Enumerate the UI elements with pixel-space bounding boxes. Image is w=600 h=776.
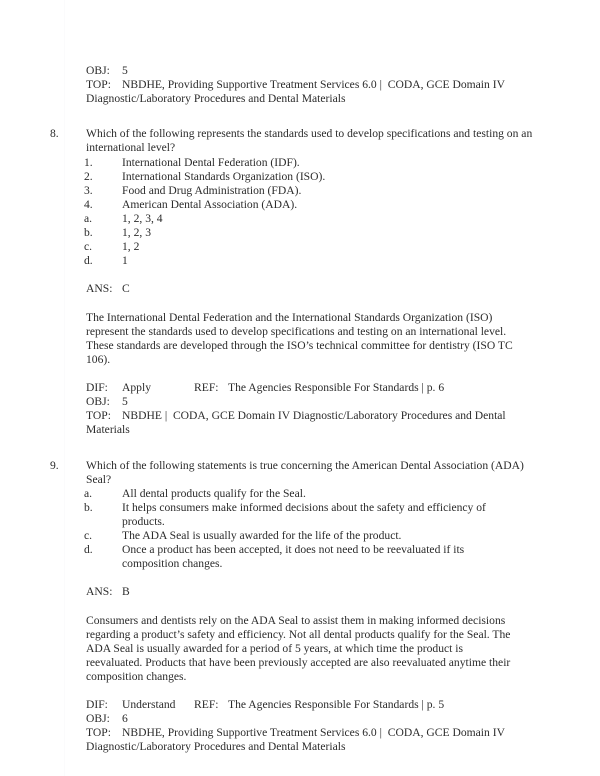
question-number: 8. bbox=[50, 127, 59, 141]
question-stem: Which of the following represents the standards used to develop specifications and testing on an international level? bbox=[86, 127, 533, 155]
meta-row-obj bbox=[86, 64, 518, 78]
spacer bbox=[68, 297, 518, 311]
option-label: International Dental Federation (IDF). bbox=[122, 155, 300, 169]
meta-label-dif: DIF: bbox=[86, 381, 108, 395]
option-list bbox=[84, 486, 518, 572]
option-item[interactable] bbox=[84, 543, 518, 571]
question-stem: Which of the following statements is true concerning the American Dental Association (ADA) Seal? bbox=[86, 458, 524, 486]
meta-value-ref: The Agencies Responsible For Standards | p. 5 bbox=[228, 698, 445, 712]
rationale-text: The International Dental Federation and the International Standards Organization (ISO) represent the standards used to develop specifications and testing on an international level. These standards are developed through the ISO’s technical committee for dentistry (ISO TC 106). bbox=[86, 310, 513, 366]
option-marker: d. bbox=[84, 254, 93, 268]
meta-value-dif: Understand bbox=[122, 698, 176, 712]
option-item[interactable] bbox=[84, 486, 518, 501]
spacer bbox=[68, 120, 518, 127]
option-label: International Standards Organization (ISO). bbox=[122, 169, 326, 183]
meta-value-top: NBDHE | CODA, GCE Domain IV Diagnostic/Laboratory Procedures and Dental Materials bbox=[86, 409, 509, 437]
option-item[interactable] bbox=[84, 240, 518, 254]
rationale-text: Consumers and dentists rely on the ADA Seal to assist them in making informed decisions regarding a product’s safety and efficiency. Not all dental products qualify for the Seal. The ADA Seal is usually awarded for a period of 5 years, at which time the product is reevaluated. Products that have been previously accepted are also reevaluated anytime their composition changes. bbox=[86, 613, 511, 683]
meta-label-obj: OBJ: bbox=[86, 64, 110, 77]
meta-value-top: NBDHE, Providing Supportive Treatment Services 6.0 | CODA, GCE Domain IV Diagnostic/Laboratory Procedures and Dental Materials bbox=[86, 726, 508, 754]
question-meta-block bbox=[86, 381, 518, 437]
option-item[interactable] bbox=[84, 211, 518, 226]
meta-label-ref: REF: bbox=[194, 698, 219, 712]
option-label: The ADA Seal is usually awarded for the life of the product. bbox=[122, 529, 402, 542]
meta-row-top bbox=[86, 409, 518, 437]
meta-row-top bbox=[86, 726, 518, 754]
question-stem-row bbox=[50, 458, 536, 487]
meta-value-obj: 6 bbox=[122, 712, 128, 726]
meta-row-top bbox=[86, 78, 518, 106]
answer-row bbox=[86, 585, 518, 599]
option-item[interactable] bbox=[84, 183, 518, 198]
option-label: Food and Drug Administration (FDA). bbox=[122, 183, 302, 197]
option-label: All dental products qualify for the Seal. bbox=[122, 486, 306, 500]
option-marker: 4. bbox=[84, 197, 93, 211]
option-label: 1, 2, 3 bbox=[122, 226, 151, 240]
option-marker: b. bbox=[84, 226, 93, 240]
meta-value-top: NBDHE, Providing Supportive Treatment Services 6.0 | CODA, GCE Domain IV Diagnostic/Laboratory Procedures and Dental Materials bbox=[86, 78, 508, 106]
option-label: Once a product has been accepted, it does not need to be reevaluated if its composition changes. bbox=[122, 543, 465, 571]
option-item[interactable] bbox=[84, 169, 518, 184]
question-item bbox=[50, 127, 533, 437]
meta-label-top: TOP: bbox=[86, 409, 111, 423]
option-item[interactable] bbox=[84, 197, 518, 212]
question-item bbox=[50, 458, 524, 755]
option-marker: 1. bbox=[84, 155, 93, 169]
spacer bbox=[68, 367, 518, 381]
option-label: It helps consumers make informed decisions about the safety and efficiency of products. bbox=[122, 500, 486, 528]
option-label: 1, 2, 3, 4 bbox=[122, 211, 163, 225]
question-meta-block bbox=[86, 698, 518, 754]
meta-label-top: TOP: bbox=[86, 78, 111, 92]
option-label: American Dental Association (ADA). bbox=[122, 197, 298, 211]
option-label: 1, 2 bbox=[122, 240, 140, 254]
scan-edge-artifact bbox=[64, 0, 65, 776]
spacer bbox=[68, 106, 518, 120]
answer-row bbox=[86, 282, 518, 296]
answer-value: B bbox=[122, 585, 130, 599]
meta-row-obj bbox=[86, 395, 518, 409]
meta-row-dif bbox=[86, 381, 518, 395]
option-item[interactable] bbox=[84, 500, 518, 529]
meta-value-obj: 5 bbox=[122, 395, 128, 409]
spacer bbox=[68, 437, 518, 451]
option-marker: a. bbox=[84, 211, 93, 225]
spacer bbox=[68, 599, 518, 613]
meta-label-dif: DIF: bbox=[86, 698, 108, 712]
option-item[interactable] bbox=[84, 155, 518, 170]
meta-row-dif bbox=[86, 698, 518, 712]
spacer bbox=[68, 268, 518, 282]
meta-label-ref: REF: bbox=[194, 381, 219, 395]
option-label: 1 bbox=[122, 254, 128, 268]
meta-value-obj: 5 bbox=[122, 64, 128, 77]
answer-label: ANS: bbox=[86, 585, 113, 599]
option-item[interactable] bbox=[84, 254, 518, 268]
option-item[interactable] bbox=[84, 529, 518, 543]
question-stem-row bbox=[50, 127, 536, 155]
spacer bbox=[68, 684, 518, 698]
meta-value-dif: Apply bbox=[122, 381, 151, 395]
meta-label-obj: OBJ: bbox=[86, 712, 110, 726]
option-item[interactable] bbox=[84, 226, 518, 240]
option-marker: b. bbox=[84, 500, 93, 514]
option-marker: d. bbox=[84, 543, 93, 557]
question-number: 9. bbox=[50, 458, 59, 472]
spacer bbox=[68, 571, 518, 585]
option-marker: a. bbox=[84, 486, 93, 500]
carryover-meta-block bbox=[86, 64, 518, 106]
answer-label: ANS: bbox=[86, 282, 113, 296]
meta-label-obj: OBJ: bbox=[86, 395, 110, 409]
option-marker: 2. bbox=[84, 169, 93, 183]
answer-value: C bbox=[122, 282, 130, 296]
option-list bbox=[84, 155, 518, 269]
meta-row-obj bbox=[86, 712, 518, 726]
meta-label-top: TOP: bbox=[86, 726, 111, 740]
option-marker: 3. bbox=[84, 183, 93, 197]
option-marker: c. bbox=[84, 529, 93, 542]
spacer bbox=[68, 452, 518, 459]
meta-value-ref: The Agencies Responsible For Standards | p. 6 bbox=[228, 381, 445, 395]
option-marker: c. bbox=[84, 240, 93, 254]
page-content bbox=[50, 64, 533, 755]
